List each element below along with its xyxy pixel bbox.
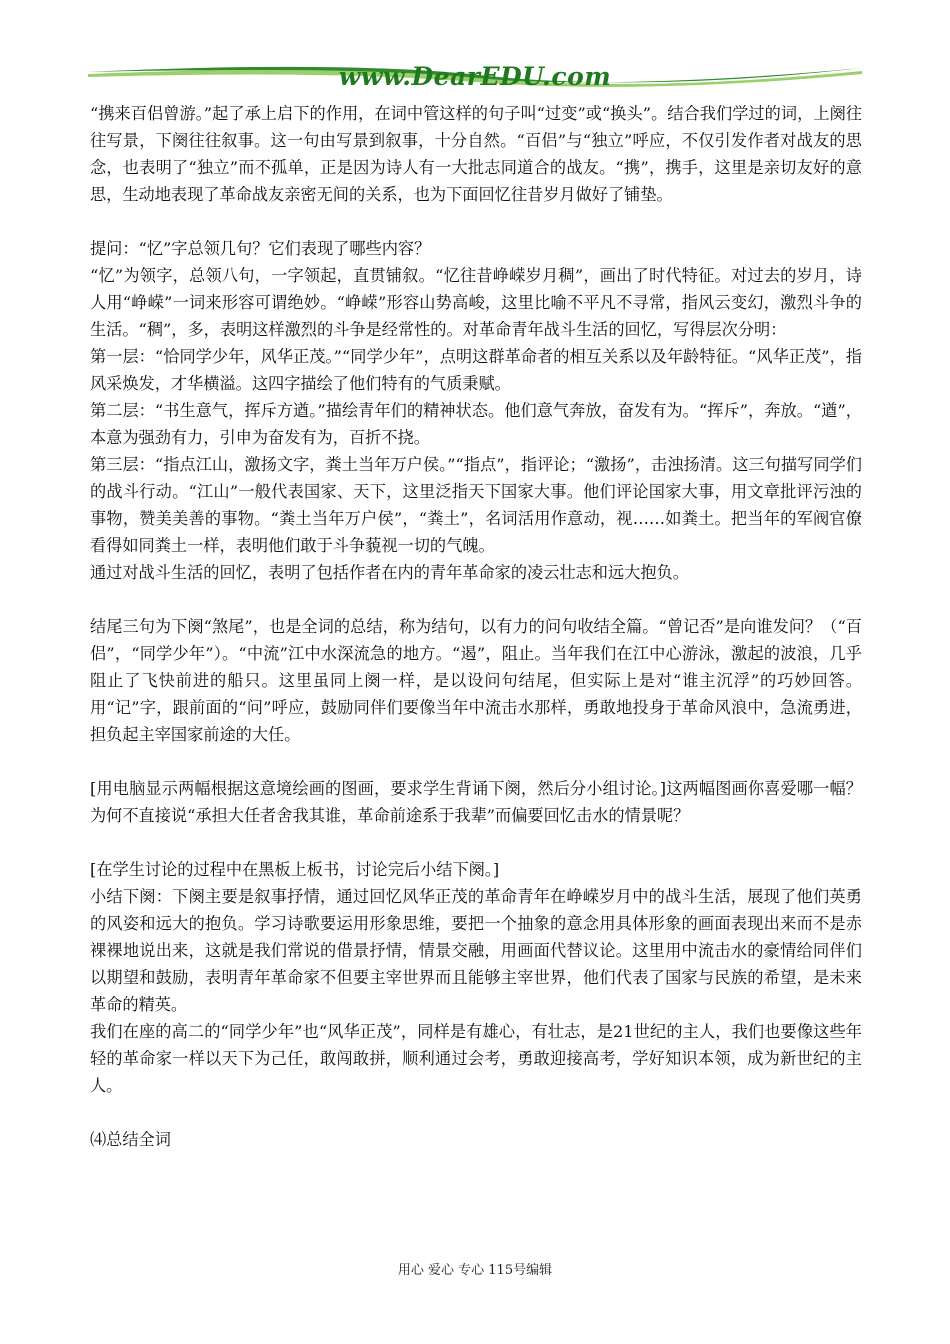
section-heading: ⑷总结全词 xyxy=(90,1130,171,1149)
paragraph: 通过对战斗生活的回忆，表明了包括作者在内的青年革命家的凌云壮志和远大抱负。 xyxy=(90,563,689,582)
page-header xyxy=(88,58,862,98)
article-body xyxy=(90,100,862,1153)
question-heading: 提问：“忆”字总领几句？它们表现了哪些内容？ xyxy=(90,239,431,258)
paragraph: 第二层：“书生意气，挥斥方遒。”描绘青年们的精神状态。他们意气奔放，奋发有为。“挥斥”，奔放。“遒”，本意为强劲有力，引申为奋发有为，百折不挠。 xyxy=(90,401,862,447)
paragraph: “携来百侣曾游。”起了承上启下的作用，在词中管这样的句子叫“过变”或“换头”。结合我们学过的词，上阕往往写景，下阕往往叙事。这一句由写景到叙事，十分自然。“百侣”与“独立”呼应，不仅引发作者对战友的思念，也表明了“独立”而不孤单，正是因为诗人有一大批志同道合的战友。“携”，携手，这里是亲切友好的意思，生动地表现了革命战友亲密无间的关系，也为下面回忆往昔岁月做好了铺垫。 xyxy=(90,104,862,204)
paragraph: “忆”为领字，总领八句，一字领起，直贯铺叙。“忆往昔峥嵘岁月稠”，画出了时代特征。对过去的岁月，诗人用“峥嵘”一词来形容可谓绝妙。“峥嵘”形容山势高峻，这里比喻不平凡不寻常，指风云变幻，激烈斗争的生活。“稠”，多，表明这样激烈的斗争是经常性的。对革命青年战斗生活的回忆，写得层次分明： xyxy=(90,266,862,339)
paragraph: [用电脑显示两幅根据这意境绘画的图画，要求学生背诵下阕，然后分小组讨论。]这两幅图画你喜爱哪一幅？为何不直接说“承担大任者舍我其谁，革命前途系于我辈”而偏要回忆击水的情景呢？ xyxy=(90,779,862,825)
paragraph: 我们在座的高二的“同学少年”也“风华正茂”，同样是有雄心，有壮志，是21世纪的主人，我们也要像这些年轻的革命家一样以天下为己任，敢闯敢拼，顺利通过会考，勇敢迎接高考，学好知识本领，成为新世纪的主人。 xyxy=(90,1022,862,1095)
paragraph: 第一层：“恰同学少年，风华正茂。”“同学少年”，点明这群革命者的相互关系以及年龄特征。“风华正茂”，指风采焕发，才华横溢。这四字描绘了他们特有的气质秉赋。 xyxy=(90,347,862,393)
paragraph-spacer xyxy=(90,829,862,856)
paragraph-spacer xyxy=(90,208,862,235)
paragraph-spacer xyxy=(90,748,862,775)
page-footer: 用心 爱心 专心 115号编辑 xyxy=(397,1263,553,1278)
paragraph: 第三层：“指点江山，激扬文字，粪土当年万户侯。”“指点”，指评论；“激扬”，击浊扬清。这三句描写同学们的战斗行动。“江山”一般代表国家、天下，这里泛指天下国家大事。他们评论国家大事，用文章批评污浊的事物，赞美美善的事物。“粪土当年万户侯”，“粪土”，名词活用作意动，视……如粪土。把当年的军阀官僚看得如同粪土一样，表明他们敢于斗争藐视一切的气魄。 xyxy=(90,455,862,555)
paragraph: [在学生讨论的过程中在黑板上板书，讨论完后小结下阕。] xyxy=(90,860,500,879)
paragraph-spacer xyxy=(90,1099,862,1126)
paragraph-spacer xyxy=(90,586,862,613)
site-logo: www.DearEDU.com xyxy=(338,62,612,91)
paragraph: 结尾三句为下阕“煞尾”，也是全词的总结，称为结句，以有力的问句收结全篇。“曾记否”是向谁发问？（“百侣”，“同学少年”）。“中流”江中水深流急的地方。“遏”，阻止。当年我们在江中心游泳，激起的波浪，几乎阻止了飞快前进的船只。这里虽同上阕一样，是以设问句结尾，但实际上是对“谁主沉浮”的巧妙回答。用“记”字，跟前面的“问”呼应，鼓励同伴们要像当年中流击水那样，勇敢地投身于革命风浪中，急流勇进，担负起主宰国家前途的大任。 xyxy=(90,617,862,744)
paragraph: 小结下阕：下阕主要是叙事抒情，通过回忆风华正茂的革命青年在峥嵘岁月中的战斗生活，展现了他们英勇的风姿和远大的抱负。学习诗歌要运用形象思维，要把一个抽象的意念用具体形象的画面表现出来而不是赤裸裸地说出来，这就是我们常说的借景抒情，情景交融，用画面代替议论。这里用中流击水的豪情给同伴们以期望和鼓励，表明青年革命家不但要主宰世界而且能够主宰世界，他们代表了国家与民族的希望，是未来革命的精英。 xyxy=(90,887,862,1014)
